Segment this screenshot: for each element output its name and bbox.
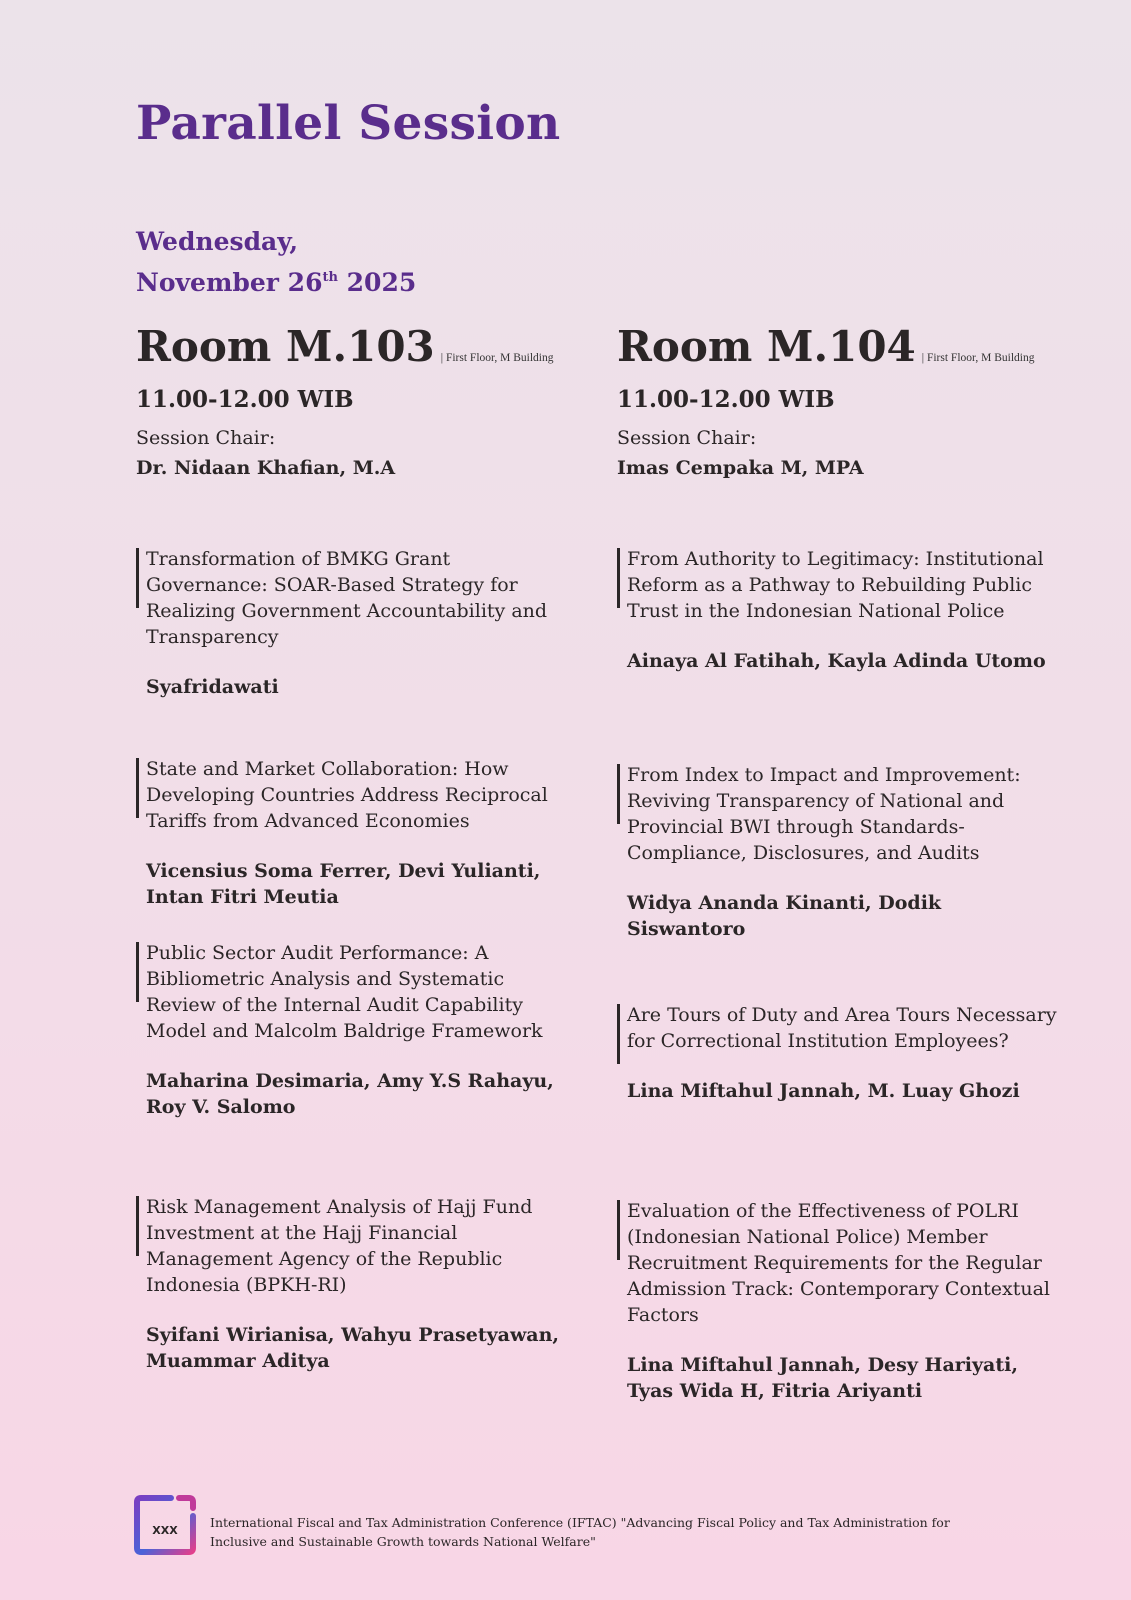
room-name: Room M.103 [136, 322, 435, 371]
paper-authors: Widya Ananda Kinanti, Dodik Siswantoro [627, 892, 942, 940]
date-month-day: November 26 [136, 268, 323, 297]
paper-authors: Syafridawati [146, 676, 279, 698]
date-weekday: Wednesday, [136, 227, 299, 256]
logo-text: XXX [152, 1524, 178, 1537]
session-time: 11.00-12.00 WIB [136, 386, 354, 413]
session-chair-name: Dr. Nidaan Khafian, M.A [136, 457, 396, 479]
paper-entry [617, 546, 1057, 674]
paper-title: Risk Management Analysis of Hajj Fund Investment at the Hajj Financial Management Agency of the Republic Indonesia (BPKH-RI) [136, 1194, 576, 1298]
room-column-m103 [136, 322, 576, 1372]
room-location: | First Floor, M Building [921, 352, 1035, 364]
date-year: 2025 [346, 268, 417, 297]
paper-entry [136, 1194, 576, 1374]
paper-authors: Maharina Desimaria, Amy Y.S Rahayu, Roy V. Salomo [146, 1070, 554, 1118]
paper-authors: Ainaya Al Fatihah, Kayla Adinda Utomo [627, 650, 1046, 672]
paper-entry [617, 1002, 1057, 1104]
paper-authors: Syifani Wirianisa, Wahyu Prasetyawan, Muammar Aditya [146, 1324, 560, 1372]
paper-entry [617, 762, 1057, 942]
paper-authors: Vicensius Soma Ferrer, Devi Yulianti, Intan Fitri Meutia [146, 860, 541, 908]
paper-title: From Authority to Legitimacy: Institutional Reform as a Pathway to Rebuilding Public Trust in the Indonesian National Police [617, 546, 1057, 624]
page-title: Parallel Session [136, 96, 561, 151]
session-chair-label: Session Chair: [617, 427, 757, 449]
session-date [136, 224, 416, 301]
room-name: Room M.104 [617, 322, 916, 371]
paper-entry [136, 756, 576, 910]
paper-authors: Lina Miftahul Jannah, Desy Hariyati, Tyas Wida H, Fitria Ariyanti [627, 1354, 1018, 1402]
room-column-m104 [617, 322, 1057, 1402]
session-chair-label: Session Chair: [136, 427, 276, 449]
paper-title: From Index to Impact and Improvement: Reviving Transparency of National and Provincial BWI through Standards-Compliance, Disclosures, and Audits [617, 762, 1057, 866]
room-location: | First Floor, M Building [440, 352, 554, 364]
conference-logo [131, 1490, 201, 1560]
paper-entry [617, 1198, 1057, 1404]
paper-title: Transformation of BMKG Grant Governance: SOAR-Based Strategy for Realizing Government Accountability and Transparency [136, 546, 576, 650]
footer-conference-text: International Fiscal and Tax Administration Conference (IFTAC) "Advancing Fiscal Policy and Tax Administration for Inclusive and Sustainable Growth towards National Welfare" [210, 1515, 950, 1549]
date-line [136, 260, 416, 301]
paper-entry [136, 940, 576, 1120]
room-header [617, 322, 1057, 378]
date-ordinal: th [322, 270, 338, 285]
paper-title: Are Tours of Duty and Area Tours Necessary for Correctional Institution Employees? [617, 1002, 1057, 1054]
paper-title: Evaluation of the Effectiveness of POLRI (Indonesian National Police) Member Recruitment Requirements for the Regular Admission Track: Contemporary Contextual Factors [617, 1198, 1057, 1328]
session-time: 11.00-12.00 WIB [617, 386, 835, 413]
paper-authors: Lina Miftahul Jannah, M. Luay Ghozi [627, 1080, 1020, 1102]
session-chair-name: Imas Cempaka M, MPA [617, 457, 864, 479]
paper-entry [136, 546, 576, 700]
paper-title: Public Sector Audit Performance: A Bibliometric Analysis and Systematic Review of the Internal Audit Capability Model and Malcolm Baldrige Framework [136, 940, 576, 1044]
room-header [136, 322, 576, 378]
paper-title: State and Market Collaboration: How Developing Countries Address Reciprocal Tariffs from Advanced Economies [136, 756, 576, 834]
